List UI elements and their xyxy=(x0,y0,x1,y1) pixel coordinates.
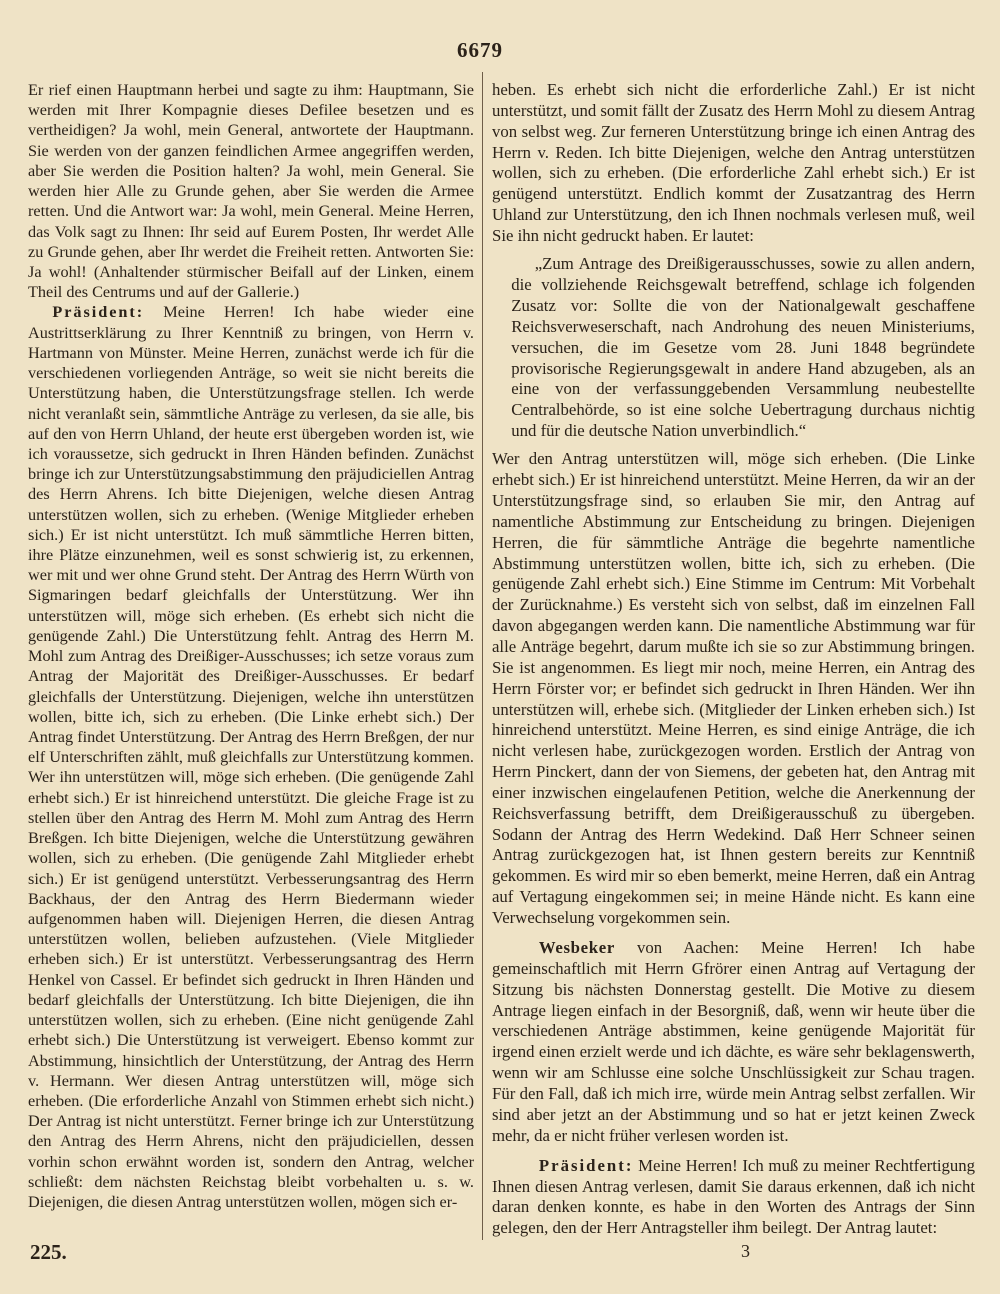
paragraph-text: Er rief einen Hauptmann herbei und sagte zu ihm: Hauptmann, Sie werden mit Ihrer Kompagnie dieses Defilee besetzen und es vertheidigen? Ja wohl, mein General, antwortete der Hauptmann. Sie werden von der ganzen feindlichen Armee angegriffen werden, aber Sie werden die Position halten? Ja wohl, mein General. Sie werden hier Alle zu Grunde gehen, aber Sie werden die Armee retten. Und die Antwort war: Ja wohl, mein General. Meine Herren, das Volk sagt zu Ihnen: Ihr seid auf Eurem Posten, Ihr werdet Alle zu Grunde gehen, aber Ihr werdet die Freiheit retten. Antworten Sie: Ja wohl! (Anhaltender stürmischer Beifall auf der Linken, einem Theil des Centrums und auf der Gallerie.) xyxy=(28,81,474,302)
speaker-name: Wesbeker xyxy=(538,938,615,958)
paragraph-speech-continuation xyxy=(28,80,474,302)
sheet-number: 3 xyxy=(741,1241,750,1261)
paragraph-president-continuation xyxy=(492,80,975,247)
paragraph-text: heben. Es erhebt sich nicht die erforderliche Zahl.) Er ist nicht unterstützt, und somit fällt der Zusatz des Herrn Mohl zu diesem Antrag von selbst weg. Zur ferneren Unterstützung bringe ich einen Antrag des Herrn v. Reden. Ich bitte Diejenigen, welche den Antrag unterstützen wollen, sich zu erheben. (Die erforderliche Zahl erhebt sich.) Er ist genügend unterstützt. Endlich kommt der Zusatzantrag des Herrn Uhland zur Unterstützung, den ich Ihnen nochmals verlesen muß, weil Sie ihn nicht gedruckt haben. Er lautet: xyxy=(492,80,975,245)
left-column xyxy=(28,80,474,1240)
page-number: 6679 xyxy=(457,38,503,62)
paragraph-president-continued xyxy=(492,449,975,928)
column-divider xyxy=(482,72,483,1240)
speaker-name: Präsident: xyxy=(538,1155,634,1175)
paragraph-text: Wer den Antrag unterstützen will, möge sich erheben. (Die Linke erhebt sich.) Er ist hinreichend unterstützt. Meine Herren, da wir an der Unterstützungsfrage sind, so erlauben Sie mir, den Antrag auf namentliche Abstimmung zur Entscheidung zu bringen. Diejenigen Herren, die für sämmtliche Anträge die begehrte namentliche Abstimmung unterstützen wollen, bitte ich, sich zu erheben. (Die genügende Zahl erhebt sich.) Eine Stimme im Centrum: Mit Vorbehalt der Zurücknahme.) Es versteht sich von selbst, daß im einzelnen Fall davon abgegangen werden kann. Die namentliche Abstimmung war für alle Anträge begehrt, darum mußte ich sie so zur Abstimmung bringen. Sie ist angenommen. Es liegt mir noch, meine Herren, ein Antrag des Herrn Förster vor; er befindet sich gedruckt in Ihren Händen. Wer ihn unterstützen will, erhebe sich. (Mitglieder der Linken erheben sich.) Ist hinreichend unterstützt. Meine Herren, es sind einige Anträge, die ich nicht verlesen habe, zurückgezogen worden. Erstlich der Antrag von Herrn Pinckert, dann der von Siemens, der gebeten hat, den Antrag mit einer inzwischen eingelaufenen Petition, welche die Anerkennung der Reichsverfassung betrifft, dem Dreißigerausschuß zu übergeben. Sodann der Antrag des Herrn Wedekind. Daß Herr Schneer seinen Antrag zurückgezogen hat, ist Ihnen gestern bereits zur Kenntniß gekommen. Es wird mir so eben bemerkt, meine Herren, daß ein Antrag auf Vertagung eingekommen sei; in meine Hände nicht. Es kann eine Verwechselung vorgekommen sein. xyxy=(492,449,975,927)
paragraph-text: von Aachen: Meine Herren! Ich habe gemeinschaftlich mit Herrn Gfrörer einen Antrag auf Vertagung der Sitzung bis nächsten Donnerstag gestellt. Die Motive zu diesem Antrage liegen einfach in der Besorgniß, daß, wenn wir heute über die verschiedenen Anträge abstimmen, keine genügende Majorität für irgend einen erzielt werde und ich dächte, es wäre sehr beklagenswerth, wenn wir am Schlusse eine solche Unschlüssigkeit zur Schau tragen. Für den Fall, daß ich mich irre, würde mein Antrag selbst zerfallen. Wir sind aber jetzt an der Abstimmung und so hat er jetzt keinen Zweck mehr, da er nicht früher verlesen worden ist. xyxy=(492,938,975,1145)
paragraph-president xyxy=(28,302,474,1212)
quoted-motion xyxy=(511,254,975,442)
paragraph-text: Meine Herren! Ich habe wieder eine Austrittserklärung zu Ihrer Kenntniß zu bringen, von Herrn v. Hartmann von Münster. Meine Herren, zunächst werde ich für die verschiedenen vorliegenden Anträge, so weit sie nicht bereits die Unterstützung haben, die Unterstützungsfrage stellen. Ich werde nicht veranlaßt sein, sämmtliche Anträge zu verlesen, da sie alle, bis auf den von Herrn Uhland, der heute erst übergeben worden ist, wie ich voraussetze, sich gedruckt in Ihren Händen befinden. Zunächst bringe ich zur Unterstützungsabstimmung den präjudiciellen Antrag des Herrn Ahrens. Ich bitte Diejenigen, welche diesen Antrag unterstützen wollen, sich zu erheben. (Wenige Mitglieder erheben sich.) Er ist nicht unterstützt. Ich muß sämmtliche Herren bitten, ihre Plätze einzunehmen, weil es sonst schwierig ist, zu erkennen, wer mit und wer ohne Grund steht. Der Antrag des Herrn Würth von Sigmaringen bedarf gleichfalls der Unterstützung. Wer ihn unterstützen will, möge sich erheben. (Es erhebt sich nicht die genügende Zahl.) Die Unterstützung fehlt. Antrag des Herrn M. Mohl zum Antrag des Dreißiger-Ausschusses; ich setze voraus zum Antrag der Majorität des Dreißiger-Ausschusses. Er bedarf gleichfalls der Unterstützung. Diejenigen, welche ihn unterstützen wollen, bitte ich, sich zu erheben. (Die Linke erhebt sich.) Der Antrag findet Unterstützung. Der Antrag des Herrn Breßgen, der nur elf Unterschriften zählt, muß gleichfalls zur Unterstützung kommen. Wer ihn unterstützen will, möge sich erheben. (Die genügende Zahl erhebt sich.) Er ist hinreichend unterstützt. Die gleiche Frage ist zu stellen über den Antrag des Herrn M. Mohl zum Antrag des Herrn Breßgen. Ich bitte Diejenigen, welche die Unterstützung gewähren wollen, sich zu erheben. (Die genügende Zahl Mitglieder erhebt sich.) Er ist genügend unterstützt. Verbesserungsantrag des Herrn Backhaus, der den Antrag des Herrn Biedermann wieder aufgenommen haben will. Diejenigen Herren, die diesen Antrag unterstützen wollen, belieben aufzustehen. (Viele Mitglieder erheben sich.) Er ist unterstützt. Verbesserungsantrag des Herrn Henkel von Cassel. Er befindet sich gedruckt in Ihren Händen und bedarf gleichfalls der Unterstützung. Ich bitte Diejenigen, die ihn unterstützen wollen, sich zu erheben. (Eine nicht genügende Zahl erhebt sich.) Die Unterstützung ist verweigert. Ebenso kommt zur Abstimmung, hinsichtlich der Unterstützung, der Antrag des Herrn v. Hermann. Wer diesen Antrag unterstützen will, möge sich erheben. (Die erforderliche Anzahl von Stimmen erhebt sich nicht.) Der Antrag ist nicht unterstützt. Ferner bringe ich zur Unterstützung den Antrag des Herrn Ahrens, nicht den präjudiciellen, dessen vorhin schon erwähnt worden ist, sondern den Antrag, welcher schließt: dem nächsten Reichstag bleibt vorbehalten u. s. w. Diejenigen, die diesen Antrag unterstützen wollen, mögen sich er- xyxy=(28,303,474,1212)
paragraph-president xyxy=(492,1156,975,1239)
quote-text: „Zum Antrage des Dreißigerausschusses, sowie zu allen andern, die vollziehende Reichsgewalt betreffend, schlage ich folgenden Zusatz vor: Sollte die von der Nationalgewalt geschaffene Reichsverweserschaft, nach Androhung des neuen Ministeriums, versuchen, die im Gesetze vom 28. Juni 1848 begründete provisorische Regierungsgewalt in andere Hand abzugeben, als an eine von der verfassunggebenden Versammlung neubestellte Centralbehörde, so ist eine solche Uebertragung durchaus nichtig und für die deutsche Nation unverbindlich.“ xyxy=(511,254,975,441)
right-column xyxy=(492,80,975,1240)
speaker-name: Präsident: xyxy=(52,303,145,322)
paragraph-text: Meine Herren! Ich muß zu meiner Rechtfertigung Ihnen diesen Antrag verlesen, damit Sie daraus erkennen, daß ich nicht daran denken konnte, es habe in den Worten des Antrags der Sinn gelegen, den der Herr Antragsteller ihm beilegt. Der Antrag lautet: xyxy=(492,1155,975,1238)
sheet-signature: 225. xyxy=(30,1240,67,1264)
paragraph-wesbeker xyxy=(492,938,975,1146)
